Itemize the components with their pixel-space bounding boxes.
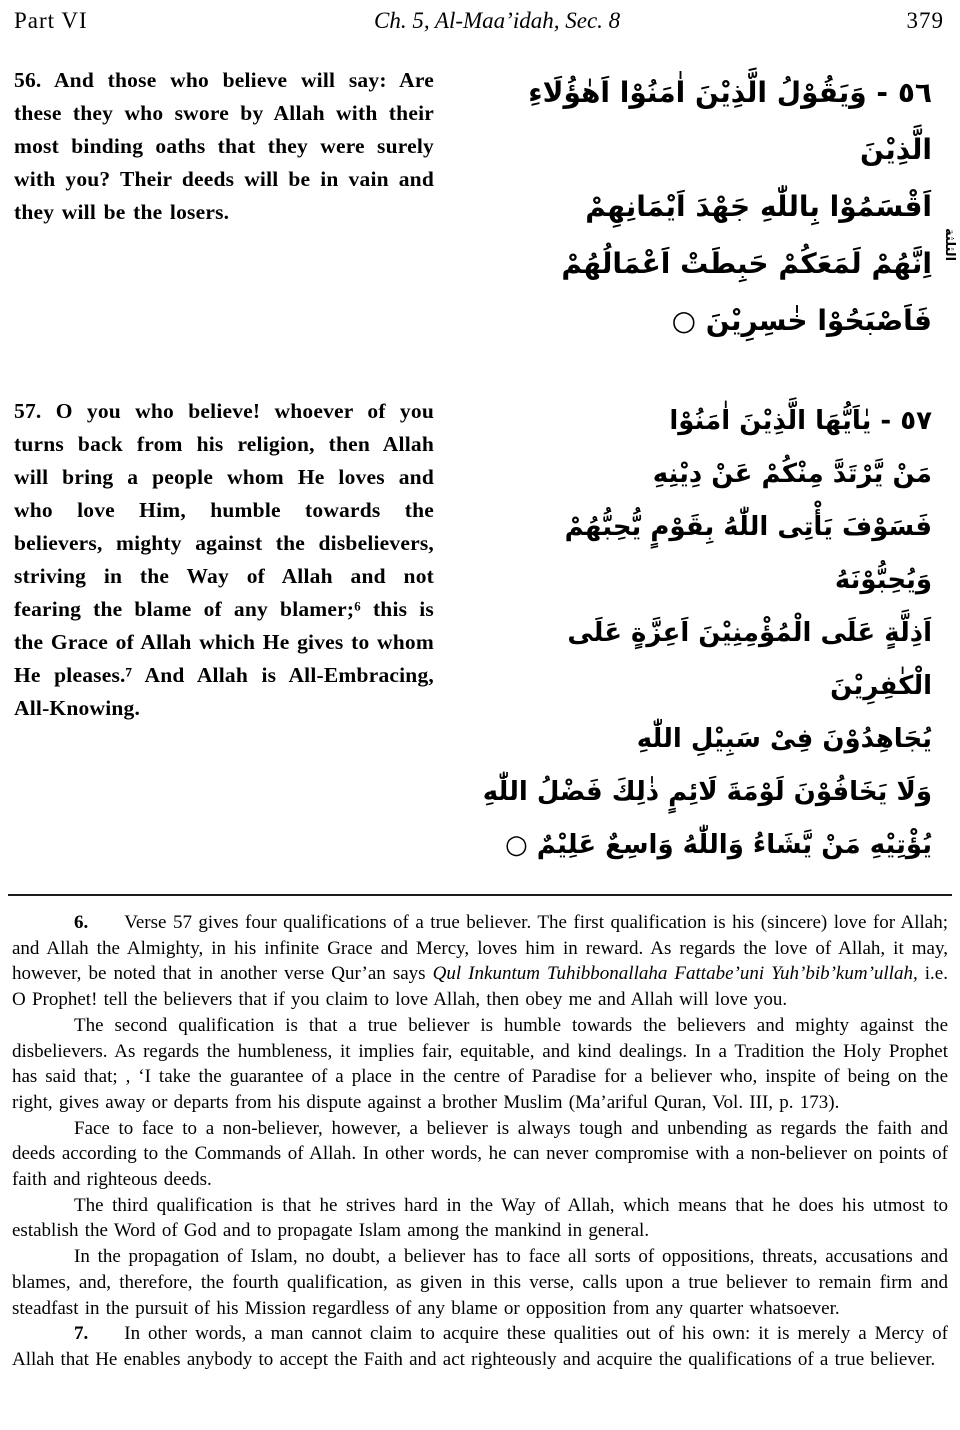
arabic-verse-line: اَذِلَّةٍ عَلَى الْمُؤْمِنِيْنَ اَعِزَّةٍ عَلَى الْكٰفِرِيْنَ	[567, 618, 932, 701]
arabic-verse-line: فَاَصْبَحُوْا خٰسِرِيْنَ ○	[671, 304, 932, 337]
verses-section	[14, 64, 946, 872]
footnotes-section	[0, 908, 960, 1373]
header-chapter-title: Ch. 5, Al-Maa’idah, Sec. 8	[374, 8, 621, 33]
footnote-7-paragraph	[12, 1321, 948, 1372]
arabic-verse-line: فَسَوْفَ يَأْتِى اللّٰهُ بِقَوْمٍ يُّحِبُّهُمْ وَيُحِبُّوْنَهُ	[564, 512, 932, 595]
footnote-7-number: 7.	[74, 1323, 89, 1345]
footnote-6-paragraph-4: The third qualification is that he strives hard in the Way of Allah, which means that he does his utmost to establish the Word of God and to propagate Islam among the mankind in general.	[12, 1194, 948, 1242]
arabic-verse-line: يُؤْتِيْهِ مَنْ يَّشَاءُ وَاللّٰهُ وَاسِعٌ عَلِيْمٌ ○	[505, 830, 932, 860]
arabic-verse-line: اَقْسَمُوْا بِاللّٰهِ جَهْدَ اَيْمَانِهِمْ	[585, 190, 932, 223]
header-part-label: Part VI	[14, 8, 88, 33]
verse-56-row	[14, 64, 946, 349]
footnote-text: i.e. O Prophet! tell the believers that if you claim to love Allah, then obey me and Allah will love you.	[12, 963, 948, 1011]
arabic-verse-line: ٥٧ - يٰاَيُّهَا الَّذِيْنَ اٰمَنُوْا	[669, 406, 932, 436]
footnote-6-paragraph-5: In the propagation of Islam, no doubt, a believer has to face all sorts of oppositions, threats, accusations and blames, and, therefore, the fourth qualification, as given in this verse, calls upon a true believer to remain firm and steadfast in the pursuit of his Mission regardless of any blame or opposition from any quarter whatsoever.	[12, 1246, 948, 1319]
verse-56-arabic	[460, 64, 946, 349]
footnote-6-paragraph-2: The second qualification is that a true believer is humble towards the believers and mighty against the disbelievers. As regards the humbleness, it implies fair, equitable, and kind dealings. In a Tradition the Holy Prophet has said that; , ‘I take the guarantee of a place in the centre of Paradise for a believer who, inspite of being on the right, gives away or departs from his dispute against a brother Muslim (Ma’ariful Quran, Vol. III, p. 173).	[12, 1014, 948, 1113]
arabic-verse-line: وَلَا يَخَافُوْنَ لَوْمَةَ لَائِمٍ ذٰلِكَ فَضْلُ اللّٰهِ	[482, 777, 932, 807]
verse-57-arabic	[460, 395, 946, 872]
arabic-verse-line: مَنْ يَّرْتَدَّ مِنْكُمْ عَنْ دِيْنِهِ	[652, 459, 932, 489]
footnote-divider	[8, 894, 952, 896]
verse-57-english: 57. O you who believe! whoever of you turns back from his religion, then Allah will bring a people whom He loves and who love Him, humble towards the believers, mighty against the disbelievers, striving in the Way of Allah and not fearing the blame of any blamer;⁶ this is the Grace of Allah which He gives to whom He pleases.⁷ And Allah is All-Embracing, All-Knowing.	[14, 399, 434, 720]
arabic-verse-line: ٥٦ - وَيَقُوْلُ الَّذِيْنَ اٰمَنُوْا اَهٰؤُلَاءِ الَّذِيْنَ	[528, 76, 932, 166]
arabic-verse-line: اِنَّهُمْ لَمَعَكُمْ حَبِطَتْ اَعْمَالُهُمْ	[561, 247, 932, 280]
footnote-6-number: 6.	[74, 912, 89, 933]
page-header	[0, 0, 960, 34]
verse-57-row	[14, 395, 946, 872]
arabic-verse-line: يُجَاهِدُوْنَ فِىْ سَبِيْلِ اللّٰهِ	[636, 724, 932, 754]
footnote-text: In other words, a man cannot claim to acquire these qualities out of his own: it is merely a Mercy of Allah that He enables anybody to accept the Faith and act righteously and acquire the qualifications of a true believer.	[12, 1323, 948, 1370]
footnote-6-paragraph-3: Face to face to a non-believer, however, a believer is always tough and unbending as regards the faith and deeds according to the Commands of Allah. In other words, he can never compromise with a non-believer on points of faith and righteous deeds.	[12, 1117, 948, 1191]
footnote-transliteration-italic: Qul Inkuntum Tuhibbonallaha Fattabe’uni Yuh’bib’kum’ullah,	[432, 963, 918, 985]
header-page-number: 379	[906, 8, 944, 33]
marginal-note: الثلثة	[942, 228, 957, 262]
footnote-text: Verse 57 gives four qualifications of a true believer. The first qualification is his (sincere) love for Allah; and Allah the Almighty, in his infinite Grace and Mercy, loves him in reward. As regards the love of Allah, it may, however, be noted that in another verse Qur’an says	[12, 912, 948, 985]
verse-56-english: 56. And those who believe will say: Are these they who swore by Allah with their most binding oaths that they were surely with you? Their deeds will be in vain and they will be the losers.	[14, 68, 434, 224]
footnote-6-paragraph-1	[12, 910, 948, 1013]
